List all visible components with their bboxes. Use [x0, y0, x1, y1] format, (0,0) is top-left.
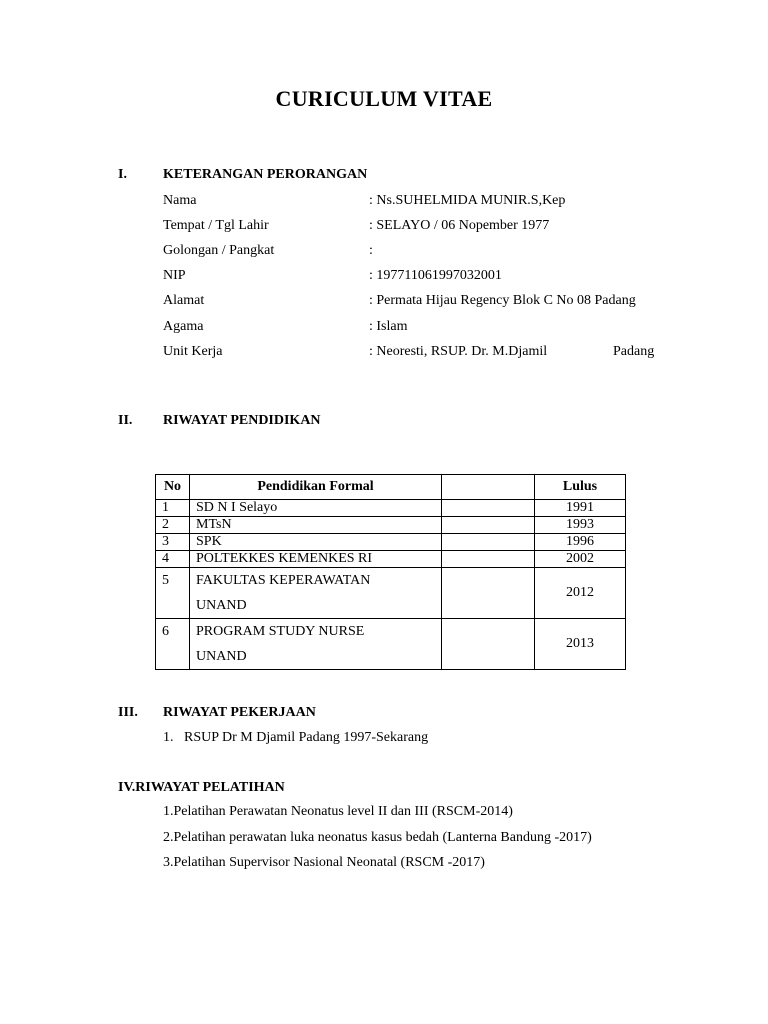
- section-2-number: II.: [118, 413, 133, 428]
- cell-lulus: 2012: [535, 568, 626, 619]
- section-2-heading: RIWAYAT PENDIDIKAN: [163, 413, 321, 428]
- table-row: [156, 619, 626, 670]
- field-value-unit-kerja-city: Padang: [613, 344, 655, 359]
- field-value-golongan: :: [369, 243, 373, 258]
- section-4-heading: IV.RIWAYAT PELATIHAN: [118, 780, 285, 795]
- col-header-blank: [442, 475, 535, 500]
- cell-blank: [442, 551, 535, 568]
- cell-blank: [442, 500, 535, 517]
- section-1-heading: KETERANGAN PERORANGAN: [163, 167, 368, 182]
- field-label-golongan: Golongan / Pangkat: [163, 243, 275, 258]
- cell-pendidikan-line2: UNAND: [196, 649, 247, 664]
- section-3-number: III.: [118, 705, 138, 720]
- document-title: CURICULUM VITAE: [275, 86, 493, 111]
- cell-no: 3: [156, 534, 190, 551]
- field-value-agama: : Islam: [369, 319, 408, 334]
- field-value-unit-kerja: : Neoresti, RSUP. Dr. M.Djamil: [369, 344, 548, 359]
- cell-lulus: 1991: [535, 500, 626, 517]
- field-label-nip: NIP: [163, 268, 186, 283]
- cell-blank: [442, 517, 535, 534]
- cell-lulus: 2013: [535, 619, 626, 670]
- cell-lulus: 2002: [535, 551, 626, 568]
- field-label-agama: Agama: [163, 319, 204, 334]
- cell-no: 1: [156, 500, 190, 517]
- training-item: 1.Pelatihan Perawatan Neonatus level II dan III (RSCM-2014): [163, 804, 513, 819]
- field-value-nip: : 197711061997032001: [369, 268, 502, 283]
- education-table: [155, 474, 626, 670]
- field-label-nama: Nama: [163, 193, 197, 208]
- table-row: [156, 500, 626, 517]
- work-history-item: 1. RSUP Dr M Djamil Padang 1997-Sekarang: [163, 730, 429, 745]
- section-1-number: I.: [118, 167, 127, 182]
- field-label-tempat-tgl-lahir: Tempat / Tgl Lahir: [163, 218, 269, 233]
- cell-pendidikan-line1: FAKULTAS KEPERAWATAN: [196, 573, 371, 588]
- field-label-alamat: Alamat: [163, 293, 205, 308]
- field-value-alamat: : Permata Hijau Regency Blok C No 08 Padang: [369, 293, 636, 308]
- cell-no: 2: [156, 517, 190, 534]
- col-header-no: No: [156, 475, 190, 500]
- cell-lulus: 1993: [535, 517, 626, 534]
- col-header-lulus: Lulus: [535, 475, 626, 500]
- cell-pendidikan: SPK: [190, 534, 442, 551]
- table-row: [156, 551, 626, 568]
- training-item: 3.Pelatihan Supervisor Nasional Neonatal (RSCM -2017): [163, 855, 485, 870]
- table-row: [156, 534, 626, 551]
- training-item: 2.Pelatihan perawatan luka neonatus kasus bedah (Lanterna Bandung -2017): [163, 830, 592, 845]
- cell-no: 5: [156, 568, 190, 619]
- table-header-row: [156, 475, 626, 500]
- cell-pendidikan: [190, 568, 442, 619]
- cell-pendidikan: SD N I Selayo: [190, 500, 442, 517]
- field-value-tempat-tgl-lahir: : SELAYO / 06 Nopember 1977: [369, 218, 550, 233]
- field-label-unit-kerja: Unit Kerja: [163, 344, 223, 359]
- cell-no: 6: [156, 619, 190, 670]
- cell-pendidikan: POLTEKKES KEMENKES RI: [190, 551, 442, 568]
- col-header-pendidikan: Pendidikan Formal: [190, 475, 442, 500]
- table-row: [156, 517, 626, 534]
- cell-no: 4: [156, 551, 190, 568]
- cell-blank: [442, 534, 535, 551]
- field-value-nama: : Ns.SUHELMIDA MUNIR.S,Kep: [369, 193, 566, 208]
- cell-lulus: 1996: [535, 534, 626, 551]
- cell-pendidikan-line2: UNAND: [196, 598, 247, 613]
- section-3-heading: RIWAYAT PEKERJAAN: [163, 705, 316, 720]
- cell-pendidikan-line1: PROGRAM STUDY NURSE: [196, 624, 365, 639]
- cell-blank: [442, 619, 535, 670]
- table-row: [156, 568, 626, 619]
- cell-pendidikan: MTsN: [190, 517, 442, 534]
- cell-pendidikan: [190, 619, 442, 670]
- cell-blank: [442, 568, 535, 619]
